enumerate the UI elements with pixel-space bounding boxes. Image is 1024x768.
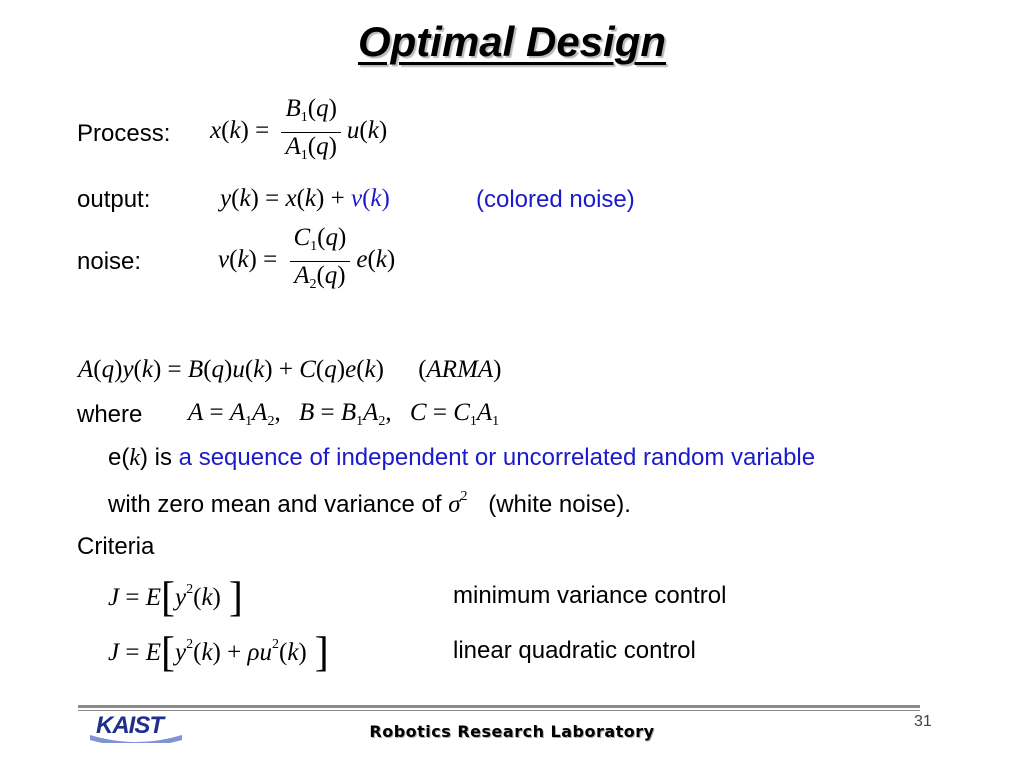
lq-control-label: linear quadratic control [453, 637, 696, 664]
criteria-label: Criteria [77, 533, 155, 560]
where-equations: $A = A_1A_2$, $B = B_1A_2$, $C = C_1A_1$ [188, 399, 500, 429]
ek-prefix: e( [108, 444, 130, 471]
kaist-logo-text: KAIST [96, 712, 163, 739]
zero-mean-text: with zero mean and variance of [108, 491, 442, 518]
variance-description: with zero mean and variance of $\sigma^2$ (white noise). [108, 489, 631, 518]
lq-criterion-equation: $J = E[y^2(k) + \rho u^2(k)$ ] [108, 630, 329, 676]
arma-equation: A(q)y(k) = B(q)u(k) + C(q)e(k) (ARMA) [78, 356, 502, 383]
noise-fraction: $\frac{C_1(q)}{A_2(q)}$ [289, 224, 350, 299]
mv-criterion-equation: $J = E[y^2(k)$ ] [108, 575, 243, 621]
noise-label: noise: [77, 248, 142, 275]
ek-description: e(k) is a sequence of independent or uncorrelated random variable [108, 444, 816, 471]
ek-is: ) is [140, 444, 172, 471]
output-label: output: [77, 186, 151, 213]
footer-rule-thin [78, 710, 920, 711]
colored-noise-note: (colored noise) [476, 186, 635, 213]
white-noise-text: (white noise). [488, 491, 631, 518]
lab-name: Robotics Research Laboratory [369, 722, 655, 741]
mv-control-label: minimum variance control [453, 582, 727, 609]
process-label: Process: [77, 120, 171, 147]
process-fraction: $\frac{B_1(q)}{A_1(q)}$ [281, 95, 340, 170]
ek-blue-description: a sequence of independent or uncorrelated random variable [178, 444, 816, 471]
where-label: where [77, 401, 143, 428]
noise-equation: v(k) = $\frac{C_1(q)}{A_2(q)}$ e(k) [218, 224, 395, 299]
slide-title: Optimal Design [357, 18, 667, 65]
footer-rule [78, 705, 920, 708]
output-equation: y(k) = x(k) + v(k) [220, 185, 390, 212]
arma-tag: ARMA [426, 356, 494, 383]
process-equation: x(k) = $\frac{B_1(q)}{A_1(q)}$ u(k) [210, 95, 387, 170]
page-number: 31 [914, 713, 932, 730]
